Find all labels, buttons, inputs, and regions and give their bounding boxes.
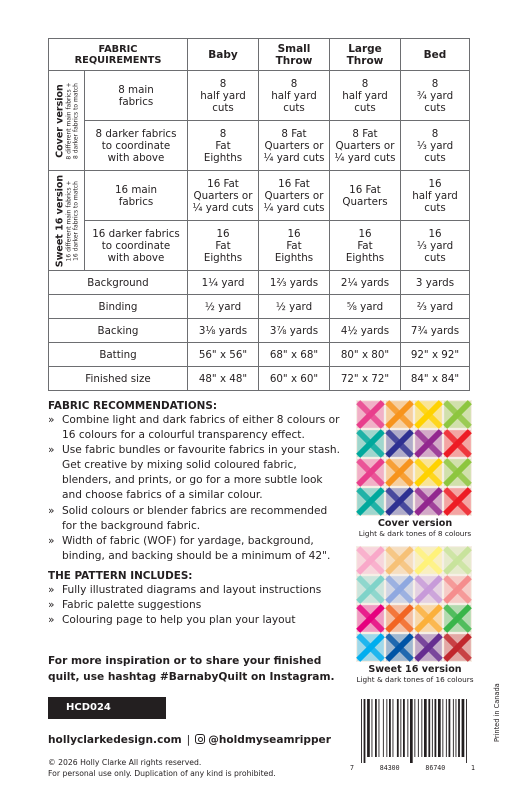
side-label-subtitle: 8 different main fabrics + 8 darker fabrics to match	[65, 81, 79, 160]
quilt-block	[356, 400, 385, 429]
barcode-bar	[435, 699, 437, 757]
list-item: » Solid colours or blender fabrics are recommended for the background fabric.	[48, 504, 344, 534]
table-cell: 8 Fat Quarters or ¼ yard cuts	[259, 121, 330, 171]
list-item: » Width of fabric (WOF) for yardage, background, binding, and backing should be a minimum of 42".	[48, 534, 344, 564]
copyright-block	[48, 757, 276, 779]
barcode-bar	[424, 699, 427, 757]
table-cell: 92" x 92"	[401, 343, 470, 367]
recommendations-list	[48, 413, 344, 564]
cover-version-caption	[345, 518, 485, 538]
table-row	[49, 271, 470, 295]
quilt-block	[356, 429, 385, 458]
table-cell: ½ yard	[188, 295, 259, 319]
quilt-block	[356, 487, 385, 516]
pattern-includes-heading: THE PATTERN INCLUDES:	[48, 569, 193, 582]
quilt-block	[356, 633, 385, 662]
barcode-bar	[375, 699, 377, 757]
barcode-bar	[418, 699, 419, 757]
barcode-bar	[442, 699, 443, 757]
table-cell: 4½ yards	[330, 319, 401, 343]
barcode-bar	[372, 699, 373, 757]
quilt-block	[414, 458, 443, 487]
table-cell: 48" x 48"	[188, 367, 259, 391]
caption-subtitle: Light & dark tones of 16 colours	[356, 675, 474, 684]
barcode-bar	[386, 699, 387, 757]
quilt-block	[385, 458, 414, 487]
quilt-block	[385, 487, 414, 516]
table-cell: ⅔ yard	[401, 295, 470, 319]
table-cell: 3⅛ yards	[188, 319, 259, 343]
pattern-code-badge: HCD024	[48, 697, 166, 719]
barcode-bar	[453, 699, 454, 757]
quilt-block	[443, 633, 472, 662]
table-corner-heading: FABRIC REQUIREMENTS	[49, 39, 188, 71]
table-cell: 8 half yard cuts	[259, 71, 330, 121]
column-header-baby: Baby	[188, 39, 259, 71]
quilt-block	[443, 546, 472, 575]
table-cell: 8 ⅓ yard cuts	[401, 121, 470, 171]
table-cell: 16 ⅓ yard cuts	[401, 221, 470, 271]
table-cell: 60" x 60"	[259, 367, 330, 391]
table-cell: 1¼ yard	[188, 271, 259, 295]
table-cell: 84" x 84"	[401, 367, 470, 391]
table-cell: 16 Fat Eighths	[188, 221, 259, 271]
sweet16-version-quilt-image	[356, 546, 472, 662]
column-header-bed: Bed	[401, 39, 470, 71]
row-label: Binding	[49, 295, 188, 319]
inspiration-text: For more inspiration or to share your finished quilt, use hashtag #BarnabyQuilt on Instagram.	[48, 655, 335, 683]
sweet16-version-side-label	[49, 171, 85, 271]
row-label: Finished size	[49, 367, 188, 391]
quilt-block	[414, 429, 443, 458]
table-row	[49, 221, 470, 271]
website-link[interactable]: hollyclarkedesign.com	[48, 734, 182, 746]
barcode-bar	[432, 699, 433, 757]
separator: |	[186, 734, 191, 746]
table-header-row	[49, 39, 470, 71]
table-row	[49, 121, 470, 171]
barcode-bar	[379, 699, 380, 757]
table-cell: 16 Fat Quarters	[330, 171, 401, 221]
cover-version-side-label	[49, 71, 85, 171]
quilt-block	[385, 604, 414, 633]
quilt-block	[414, 487, 443, 516]
table-cell: 72" x 72"	[330, 367, 401, 391]
barcode-bar	[383, 699, 384, 757]
column-header-small-throw: Small Throw	[259, 39, 330, 71]
table-cell: 8 half yard cuts	[188, 71, 259, 121]
cover-version-quilt-image	[356, 400, 472, 516]
table-cell: 1⅔ yards	[259, 271, 330, 295]
caption-subtitle: Light & dark tones of 8 colours	[358, 529, 472, 538]
barcode-bar	[466, 699, 467, 763]
barcode-bar	[438, 699, 441, 757]
instagram-icon	[195, 734, 205, 744]
quilt-block	[443, 487, 472, 516]
sweet16-version-caption	[345, 664, 485, 684]
barcode-digit-group: 7	[350, 764, 354, 772]
quilt-block	[414, 575, 443, 604]
side-label-title: Sweet 16 version	[54, 174, 65, 267]
barcode-bar	[462, 699, 465, 757]
quilt-block	[443, 429, 472, 458]
quilt-block	[385, 546, 414, 575]
list-item: » Combine light and dark fabrics of either 8 colours or 16 colours for a colourful transparency effect.	[48, 413, 344, 443]
table-row	[49, 171, 470, 221]
upc-barcode	[357, 699, 473, 763]
barcode-bar	[421, 699, 422, 757]
barcode-bar	[414, 699, 415, 757]
row-label: Backing	[49, 319, 188, 343]
quilt-block	[414, 604, 443, 633]
table-cell: 8 half yard cuts	[330, 71, 401, 121]
quilt-block	[385, 575, 414, 604]
barcode-bar	[410, 699, 413, 763]
table-cell: 16 Fat Eighths	[259, 221, 330, 271]
row-label: Background	[49, 271, 188, 295]
barcode-bar	[397, 699, 399, 757]
table-cell: 56" x 56"	[188, 343, 259, 367]
quilt-block	[414, 633, 443, 662]
barcode-bar	[446, 699, 447, 757]
table-cell: 16 half yard cuts	[401, 171, 470, 221]
quilt-block	[385, 400, 414, 429]
quilt-block	[414, 400, 443, 429]
barcode-digit-group: 86740	[425, 764, 446, 772]
table-cell: 7¾ yards	[401, 319, 470, 343]
quilt-block	[443, 575, 472, 604]
table-cell: 8 ¾ yard cuts	[401, 71, 470, 121]
recommendations-section	[48, 399, 344, 628]
column-header-large-throw: Large Throw	[330, 39, 401, 71]
barcode-bar	[364, 699, 366, 763]
barcode-bar	[400, 699, 401, 757]
table-cell: 3⅞ yards	[259, 319, 330, 343]
caption-title: Sweet 16 version	[368, 664, 462, 675]
table-cell: 80" x 80"	[330, 343, 401, 367]
usage-text: For personal use only. Duplication of any kind is prohibited.	[48, 769, 276, 778]
quilt-block	[356, 575, 385, 604]
side-label-subtitle: 16 different main fabrics + 16 darker fabrics to match	[65, 180, 79, 261]
quilt-block	[356, 546, 385, 575]
row-label: Batting	[49, 343, 188, 367]
barcode-bar	[456, 699, 457, 757]
list-item: » Fabric palette suggestions	[48, 598, 344, 613]
table-cell: 16 Fat Quarters or ¼ yard cuts	[259, 171, 330, 221]
fabric-requirements-table	[48, 38, 470, 391]
quilt-block	[385, 429, 414, 458]
table-row	[49, 71, 470, 121]
printed-in-text: Printed in Canada	[493, 683, 501, 742]
quilt-block	[443, 458, 472, 487]
table-row	[49, 319, 470, 343]
row-label: 16 darker fabrics to coordinate with above	[85, 221, 188, 271]
instagram-handle-link[interactable]: @holdmyseamripper	[208, 734, 331, 746]
quilt-block	[443, 400, 472, 429]
barcode-bar	[428, 699, 430, 757]
list-item: » Colouring page to help you plan your layout	[48, 613, 344, 628]
quilt-block	[414, 546, 443, 575]
table-cell: 8 Fat Eighths	[188, 121, 259, 171]
barcode-bar	[403, 699, 405, 757]
list-item: » Fully illustrated diagrams and layout instructions	[48, 583, 344, 598]
recommendations-heading: FABRIC RECOMMENDATIONS:	[48, 400, 217, 412]
contact-links	[48, 733, 331, 747]
barcode-bar	[389, 699, 391, 757]
barcode-bar	[393, 699, 394, 757]
table-cell: 68" x 68"	[259, 343, 330, 367]
table-cell: 16 Fat Eighths	[330, 221, 401, 271]
table-row	[49, 343, 470, 367]
table-cell: ½ yard	[259, 295, 330, 319]
table-cell: 2¼ yards	[330, 271, 401, 295]
quilt-block	[385, 633, 414, 662]
pattern-includes-list	[48, 583, 344, 628]
table-row	[49, 367, 470, 391]
barcode-bar	[458, 699, 460, 757]
table-cell: 8 Fat Quarters or ¼ yard cuts	[330, 121, 401, 171]
caption-title: Cover version	[377, 518, 453, 529]
barcode-bar	[367, 699, 370, 757]
quilt-block	[443, 604, 472, 633]
barcode-bar	[449, 699, 451, 757]
table-cell: ⅝ yard	[330, 295, 401, 319]
table-cell: 16 Fat Quarters or ¼ yard cuts	[188, 171, 259, 221]
barcode-bar	[407, 699, 408, 757]
quilt-block	[356, 458, 385, 487]
barcode-digits	[350, 764, 475, 772]
copyright-text: © 2026 Holly Clarke All rights reserved.	[48, 758, 202, 767]
row-label: 8 darker fabrics to coordinate with above	[85, 121, 188, 171]
side-label-title: Cover version	[54, 83, 65, 158]
barcode-digit-group: 1	[471, 764, 475, 772]
barcode-bar	[361, 699, 362, 763]
quilt-block	[356, 604, 385, 633]
row-label: 8 main fabrics	[85, 71, 188, 121]
list-item: » Use fabric bundles or favourite fabrics in your stash. Get creative by mixing solid coloured fabric, blenders, and prints, or go for a more subtle look and choose fabrics of a similar colour.	[48, 443, 344, 503]
barcode-digit-group: 84300	[379, 764, 400, 772]
table-row	[49, 295, 470, 319]
table-cell: 3 yards	[401, 271, 470, 295]
row-label: 16 main fabrics	[85, 171, 188, 221]
